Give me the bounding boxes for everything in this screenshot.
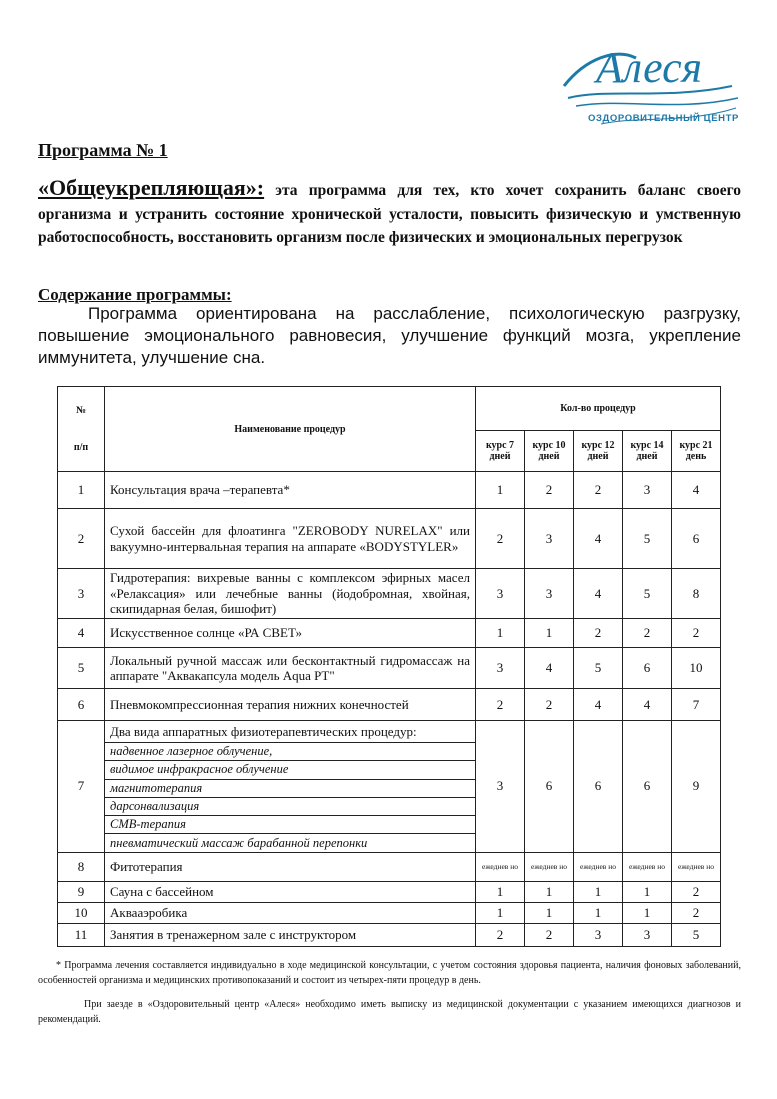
list-item: СМВ-терапия (58, 816, 721, 834)
program-intro (38, 176, 741, 250)
header-num: № п/п (58, 387, 105, 472)
header-name: Наименование процедур (105, 387, 476, 472)
procedures-table (57, 386, 721, 947)
header-course-14: курс 14 дней (623, 431, 672, 472)
table-row: 6 Пневмокомпрессионная терапия нижних конечностей 2 2 4 4 7 (58, 689, 721, 721)
header-count: Кол-во процедур (476, 387, 721, 431)
list-item: дарсонвализация (58, 797, 721, 815)
list-item: пневматический массаж барабанной перепонки (58, 834, 721, 852)
program-title: «Общеукрепляющая»: (38, 175, 265, 200)
content-text: Программа ориентирована на расслабление, психологическую разгрузку, повышение эмоционального равновесия, улучшение функций мозга, укрепление иммунитета, улучшение сна. (38, 304, 741, 367)
table-row: 2 Сухой бассейн для флоатинга "ZEROBODY NURELAX" или вакуумно-интервальная терапия на аппарате «BODYSTYLER» 2 3 4 5 6 (58, 509, 721, 569)
table-row: 9 Сауна с бассейном 1 1 1 1 2 (58, 881, 721, 902)
table-row: 1 Консультация врача –терапевта* 1 2 2 3 4 (58, 472, 721, 509)
logo-name: Алеся (596, 43, 703, 92)
header-course-7: курс 7 дней (476, 431, 525, 472)
table-row: 10 Аквааэробика 1 1 1 1 2 (58, 902, 721, 923)
program-description: эта программа для тех, кто хочет сохранить баланс своего организма и устранить состояние хронической усталости, повысить физическую и умственную работоспособность, восстановить организм после физических и эмоциональных перегрузок (38, 182, 742, 246)
table-row: 4 Искусственное солнце «РА СВЕТ» 1 1 2 2 2 (58, 619, 721, 648)
list-item: магнитотерапия (58, 779, 721, 797)
list-item: надвенное лазерное облучение, (58, 743, 721, 761)
footnote: * Программа лечения составляется индивидуально в ходе медицинской консультации, с учетом состояния здоровья пациента, наличия фоновых заболеваний, особенностей организма и медицинских противопоказаний и состоит из четырех-пяти процедур в день. (38, 960, 741, 986)
logo-tagline: ОЗДОРОВИТЕЛЬНЫЙ ЦЕНТР (588, 113, 739, 124)
list-item: видимое инфракрасное облучение (58, 761, 721, 779)
program-number: Программа № 1 (38, 140, 168, 160)
table-row: 11 Занятия в тренажерном зале с инструктором 2 2 3 3 5 (58, 923, 721, 946)
table-row: 5 Локальный ручной массаж или бесконтактный гидромассаж на аппарате "Аквакапсула модель Aqua PT" 3 4 5 6 10 (58, 648, 721, 689)
header-course-21: курс 21 день (672, 431, 721, 472)
note: При заезде в «Оздоровительный центр «Алеся» необходимо иметь выписку из медицинской документации с указанием имеющихся диагнозов и рекомендаций. (38, 999, 741, 1025)
table-row: 7 Два вида аппаратных физиотерапевтических процедур: 3 6 6 6 9 (58, 721, 721, 743)
table-row: 8 Фитотерапия ежеднев но ежеднев но ежеднев но ежеднев но ежеднев но (58, 852, 721, 881)
header-course-10: курс 10 дней (525, 431, 574, 472)
table-row: 3 Гидротерапия: вихревые ванны с комплексом эфирных масел «Релаксация» или лечебные ванны (йодобромная, хвойная, скипидарная белая, бишофит) 3 3 4 5 8 (58, 569, 721, 619)
header-course-12: курс 12 дней (574, 431, 623, 472)
content-heading: Содержание программы: (38, 285, 232, 304)
